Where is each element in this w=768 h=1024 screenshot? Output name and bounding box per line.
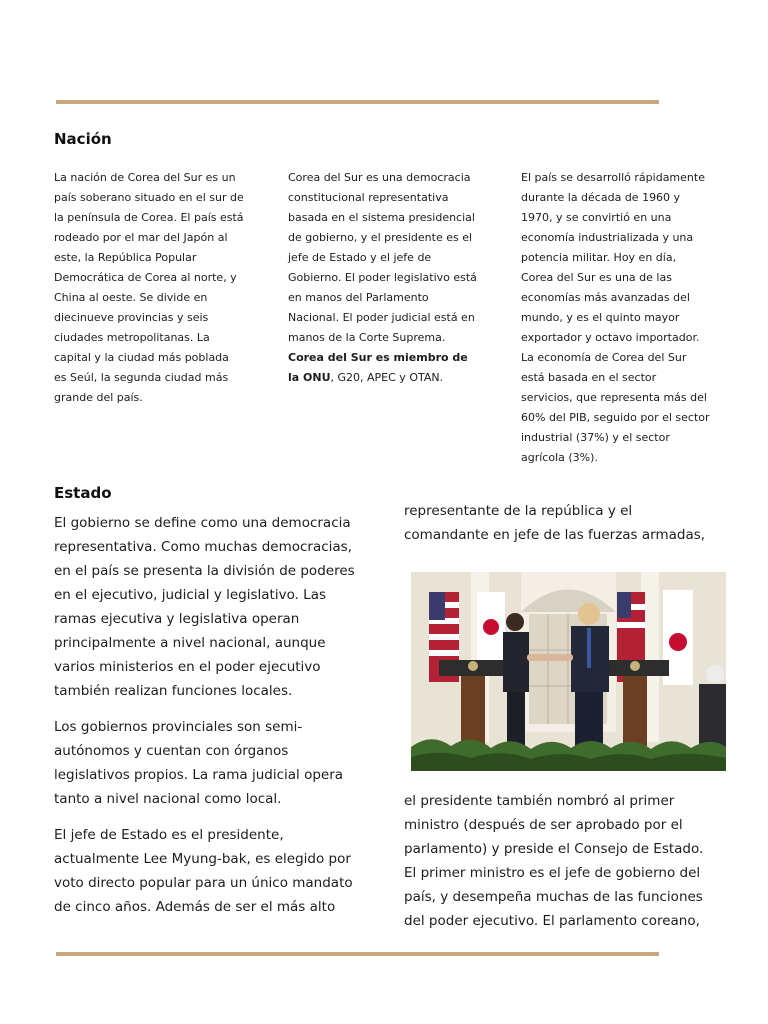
section-title-nacion: Nación [54,130,112,148]
estado-right-top-text: representante de la república y el comandante en jefe de las fuerzas armadas, [404,503,706,543]
nacion-column-2-text: Corea del Sur es una democracia constitucional representativa basada en el sistema presidencial de gobierno, y el presidente es el jefe de Estado y el jefe de Gobierno. El poder legislativo está en manos del Parlamento Nacional. El poder judicial está en manos de la Corte Suprema. [288,171,477,344]
estado-left-column [54,511,364,931]
estado-paragraph-2: Los gobiernos provinciales son semi-autónomos y cuentan con órganos legislativos propios. La rama judicial opera tanto a nivel nacional como local. [54,719,344,807]
section-title-estado: Estado [54,484,112,502]
nacion-column-2-tail: , G20, APEC y OTAN. [330,371,444,384]
estado-paragraph-3: El jefe de Estado es el presidente, actualmente Lee Myung-bak, es elegido por voto directo popular para un único mandato de cinco años. Además de ser el más alto [54,827,353,915]
estado-right-bottom-text: el presidente también nombró al primer ministro (después de ser aprobado por el parlamento) y preside el Consejo de Estado. El primer ministro es el jefe de gobierno del país, y desempeña muchas de las funciones del poder ejecutivo. El parlamento coreano, [404,793,704,929]
top-divider [56,100,659,104]
nacion-column-2-bold: Corea del Sur es miembro de la ONU [288,351,468,384]
nacion-column-1: La nación de Corea del Sur es un país soberano situado en el sur de la península de Corea. El país está rodeado por el mar del Japón al este, la República Popular Democrática de Corea al norte, y China al oeste. Se divide en diecinueve provincias y seis ciudades metropolitanas. La capital y la ciudad más poblada es Seúl, la segunda ciudad más grande del país. [54,171,244,404]
nacion-column-3: El país se desarrolló rápidamente durante la década de 1960 y 1970, y se convirtió en una economía industrializada y una potencia militar. Hoy en día, Corea del Sur es una de las economías más avanzadas del mundo, y es el quinto mayor exportador y octavo importador. La economía de Corea del Sur está basada en el sector servicios, que representa más del 60% del PIB, seguido por el sector industrial (37%) y el sector agrícola (3%). [521,171,710,464]
photo-illustration [411,572,726,771]
estado-paragraph-1: El gobierno se define como una democracia representativa. Como muchas democracias, en el país se presenta la división de poderes en el ejecutivo, judicial y legislativo. Las ramas ejecutiva y legislativa operan principalmente a nivel nacional, aunque varios ministerios en el poder ejecutivo también realizan funciones locales. [54,515,355,699]
presidents-handshake-photo [411,572,726,771]
nacion-column-2 [288,168,478,388]
bottom-divider [56,952,659,956]
